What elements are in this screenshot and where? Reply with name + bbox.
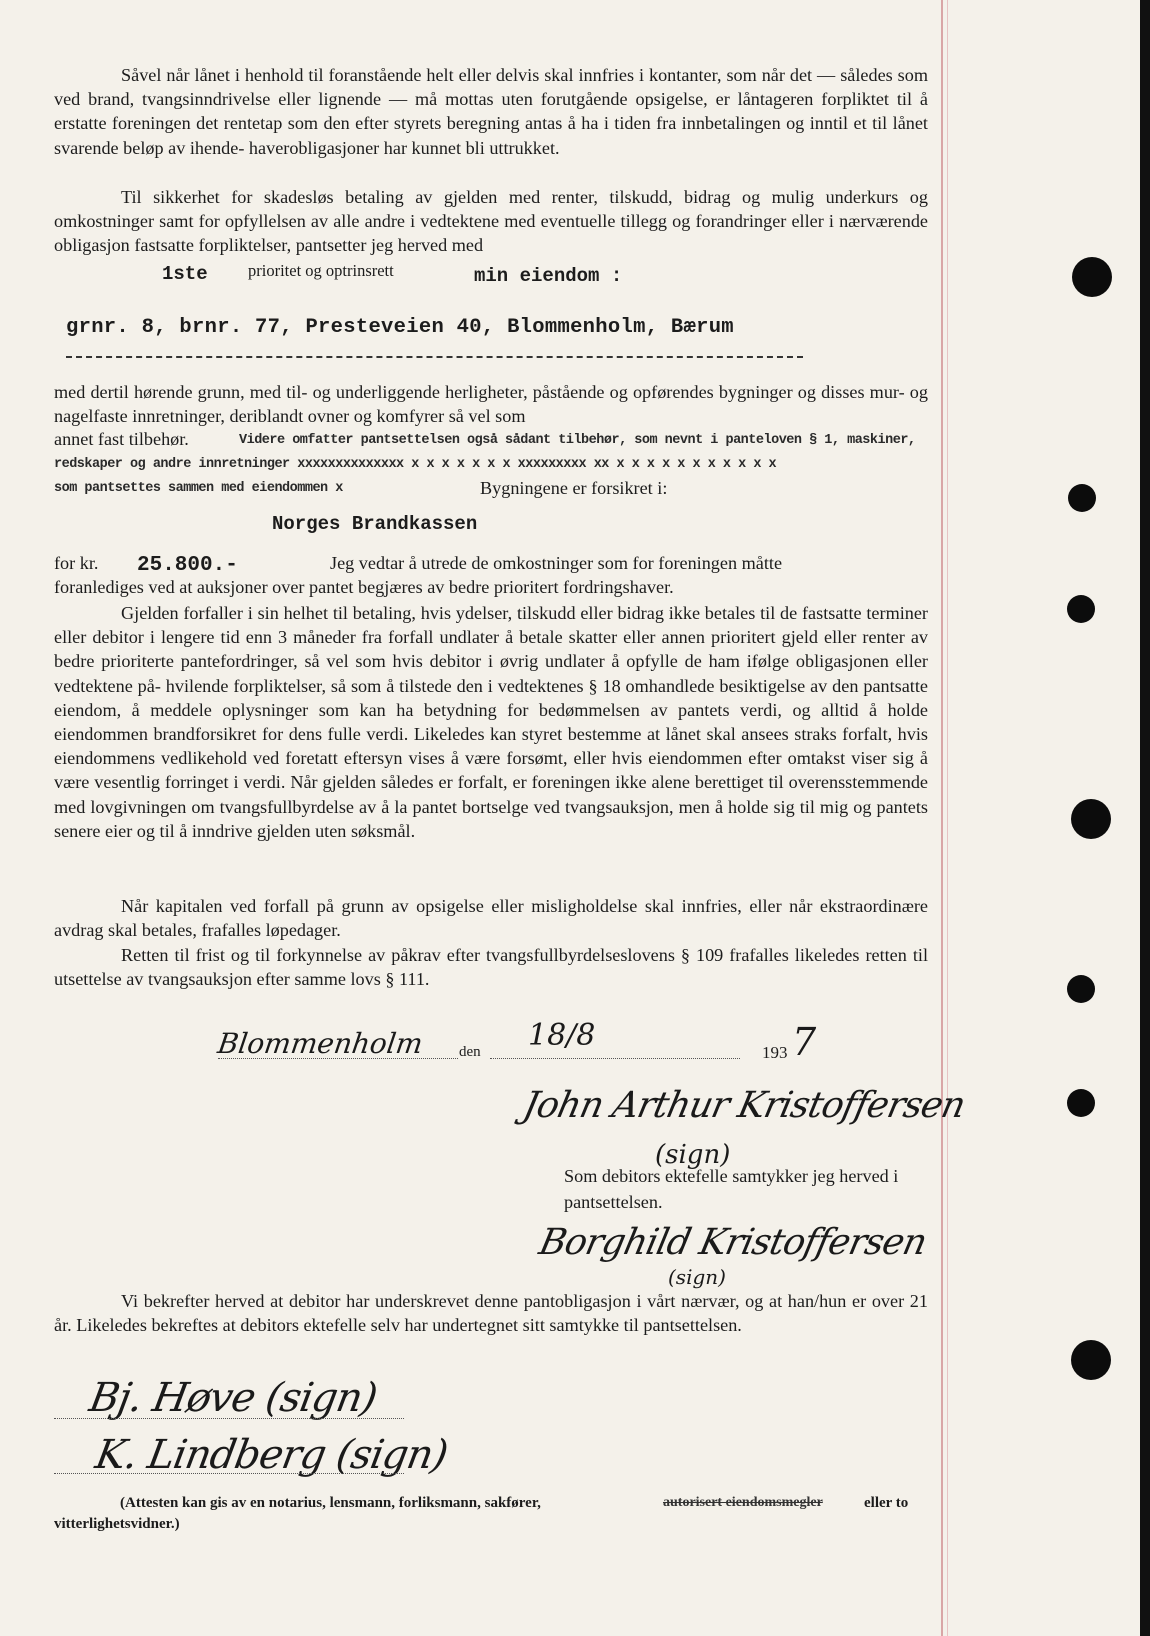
punch-hole (1067, 1089, 1095, 1117)
margin-rule-secondary (947, 0, 948, 1636)
witness-dotted-line-1 (54, 1418, 404, 1419)
dashed-rule (66, 356, 803, 358)
witness-signature-1: Bj. Høve (sign) (85, 1375, 381, 1421)
typed-property-object: min eiendom : (474, 265, 623, 287)
typed-priority: 1ste (162, 263, 208, 285)
paragraph-prepayment: Når kapitalen ved forfall på grunn av opsigelse eller misligholdelse skal innfries, eller når ekstraordinære avdrag skal betales, frafalles løpedager. (54, 896, 928, 941)
margin-rule (941, 0, 943, 1636)
punch-hole (1067, 975, 1095, 1003)
amount-label: for kr. (54, 553, 99, 573)
date-handwritten: 18/8 (528, 1018, 596, 1053)
debtor-sign-mark: (sign) (655, 1140, 731, 1170)
footnote-end-line: vitterlighetsvidner.) (54, 1516, 180, 1532)
insurer-name: Norges Brandkassen (272, 513, 478, 535)
punch-hole (1071, 799, 1111, 839)
den-label: den (459, 1044, 481, 1060)
insurance-label: Bygningene er forsikret i: (480, 478, 668, 498)
place-dotted-line (218, 1058, 458, 1059)
paragraph-costs: Jeg vedtar å utrede de omkostninger som for foreningen måtte (330, 553, 783, 573)
appurtenance-last-line: annet fast tilbehør. (54, 429, 189, 449)
struck-line-1: Videre omfatter pantsettelsen også sådant tilbehør, som nevnt i panteloven § 1, maskiner, (239, 433, 916, 448)
punch-hole (1068, 484, 1096, 512)
struck-line-2: redskaper og andre innretninger xxxxxxxxxxxxxx x x x x x x x xxxxxxxxx xx x x x x x x x x x x x (54, 457, 777, 472)
scan-edge (1140, 0, 1150, 1636)
witness-signature-2: K. Lindberg (sign) (91, 1432, 451, 1478)
punch-hole (1072, 257, 1112, 297)
paragraph-early-repayment: Såvel når lånet i henhold til foranstående helt eller delvis skal innfries i kontanter, som når det — således som ved brand, tvangsinndrivelse eller lignende — må mottas uten forutgående opsigelse, er låntageren forpliktet til å erstatte foreningen det rentetap som den efter styrets beregning antas å ha i tiden fra innbetalingen og inntil et til lånet svarende beløp av ihende- haverobligasjoner har kunnet bli uttrukket. (54, 65, 928, 158)
date-dotted-line (490, 1058, 740, 1059)
spouse-consent: Som debitors ektefelle samtykker jeg herved i pantsettelsen. (564, 1166, 899, 1212)
punch-hole (1071, 1340, 1111, 1380)
struck-line-3: som pantsettes sammen med eiendommen x (54, 481, 343, 496)
loan-amount: 25.800.- (137, 554, 238, 577)
spouse-sign-mark: (sign) (668, 1265, 726, 1289)
paragraph-default: Gjelden forfaller i sin helhet til betaling, hvis ydelser, tilskudd eller bidrag ikke betales til de fastsatte terminer eller debitor i lengere tid enn 3 måneder fra forfall undlater å betale skatter eller annen prioritert gjeld eller renter av bedre prioriterte pantefordringer, så vel som hvis debitor i øvrig undlater å opfylle de ham ifølge obligasjonen eller vedtektene på- hvilende forpliktelser, så som å tilstede den i vedtektenes § 18 omhandlede besiktigelse av den pantsatte eiendom, å meddele oplysninger som kan ha betydning for bedømmelsen av pantets verdi, og alltid å holde eiendommen brandforsikret for dens fulle verdi. Likeledes kan styret bestemme at lånet skal ansees straks forfalt, hvis eiendommens vedlikehold ved foretatt eftersyn vises å være forsømt, eller hvis eiendommen efter omtakst viser sig å være vesentlig forringet i verdi. Når gjelden således er forfalt, er foreningen ikke alene berettiget til overensstemmende med lovgivningen om tvangsfullbyrdelse av å la pantet bortselge ved tvangsauksjon, men å holde sig til mig og pantets senere eier og til å inndrive gjelden uten søksmål. (54, 603, 928, 841)
footnote-struck: autorisert eiendomsmegler (663, 1495, 823, 1510)
paragraph-costs-cont: foranlediges ved at auksjoner over pantet begjæres av bedre prioritert fordringshaver. (54, 577, 674, 597)
property-description: grnr. 8, brnr. 77, Presteveien 40, Blommenholm, Bærum (66, 316, 734, 339)
priority-label: prioritet og optrinsrett (248, 261, 394, 280)
footnote: (Attesten kan gis av en notarius, lensmann, forliksmann, sakfører, (120, 1495, 541, 1511)
year-digit-handwritten: 7 (792, 1020, 817, 1064)
paragraph-security: Til sikkerhet for skadesløs betaling av gjelden med renter, tilskudd, bidrag og mulig underkurs og omkostninger samt for opfyllelsen av alle andre i vedtektene med eventuelle tillegg og forandringer eller i nærværende obligasjon fastsatte forpliktelser, pantsetter jeg herved med (54, 187, 928, 256)
paragraph-witness-confirmation: Vi bekrefter herved at debitor har underskrevet denne pantobligasjon i vårt nærvær, og at han/hun er over 21 år. Likeledes bekreftes at debitors ektefelle selv har undertegnet sitt samtykke til pantsettelsen. (54, 1291, 928, 1336)
punch-hole (1067, 595, 1095, 623)
footnote-end: eller to (864, 1495, 909, 1511)
witness-dotted-line-2 (54, 1473, 404, 1474)
paragraph-waiver: Retten til frist og til forkynnelse av påkrav efter tvangsfullbyrdelseslovens § 109 frafalles likeledes retten til utsettelse av tvangsauksjon efter samme lovs § 111. (54, 945, 928, 990)
year-printed: 193 (762, 1043, 788, 1062)
spouse-signature: Borghild Kristoffersen (535, 1222, 930, 1263)
debtor-signature: John Arthur Kristoffersen (519, 1085, 969, 1126)
place-handwritten: Blommenholm (215, 1027, 425, 1060)
paragraph-appurtenances: med dertil hørende grunn, med til- og underliggende herligheter, påstående og opførendes bygninger og disses mur- og nagelfaste innretninger, deriblandt ovner og komfyrer så vel som (54, 382, 928, 427)
